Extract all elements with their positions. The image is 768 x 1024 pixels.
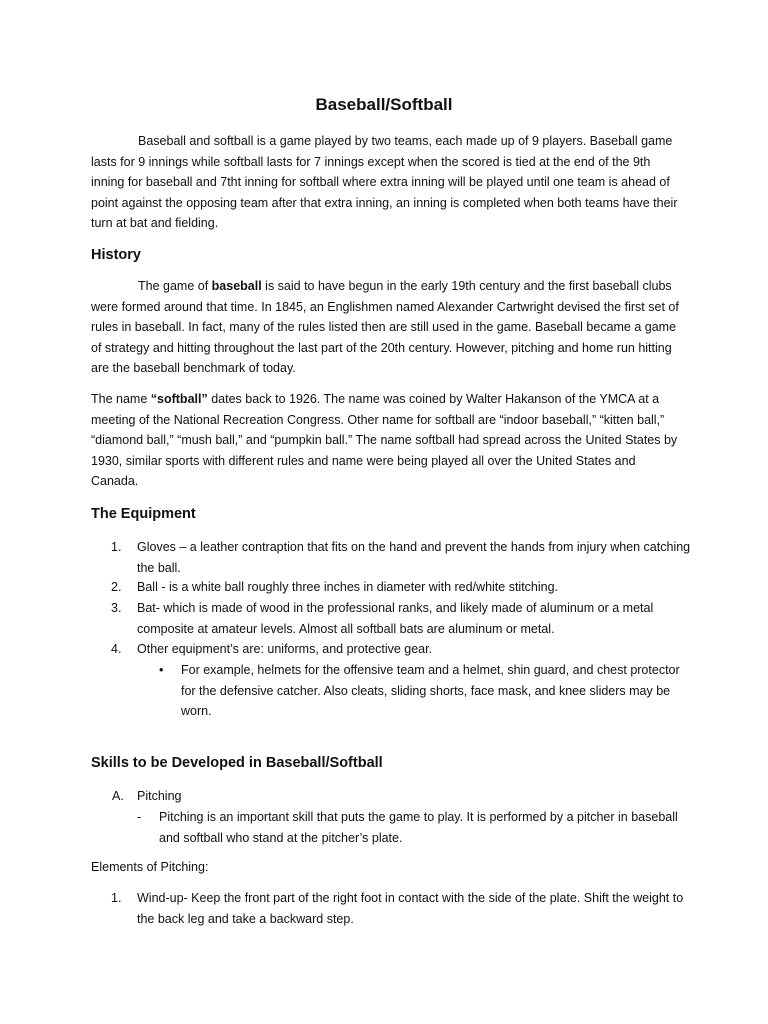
history-paragraph-2 [91, 389, 686, 492]
list-text: Gloves – a leather contraption that fits on the hand and prevent the hands from injury when catching the ball. [137, 540, 691, 575]
history-p1-post: is said to have begun in the early 19th century and the first baseball clubs were formed around that time. In 1845, an Englishmen named Alexander Cartwright devised the first set of rules in baseball. In fact, many of the rules listed then are still used in the game. Baseball became a game of strategy and hitting throughout the last part of the 20th century. However, pitching and home run hitting are the baseball benchmark of today. [91, 279, 679, 375]
history-p1-bold: baseball [211, 279, 262, 293]
list-number: 1. [111, 891, 122, 905]
list-letter: A. [112, 789, 124, 803]
history-heading: History [91, 247, 141, 263]
list-number: 3. [111, 601, 122, 615]
page-title: Baseball/Softball [315, 95, 453, 114]
skills-heading: Skills to be Developed in Baseball/Softball [91, 755, 383, 771]
list-text: Wind-up- Keep the front part of the right foot in contact with the side of the plate. Shift the weight to the back leg and take a backward step. [137, 891, 684, 926]
elements-heading: Elements of Pitching: [91, 860, 209, 874]
bullet-icon: • [159, 663, 164, 677]
list-text: Ball - is a white ball roughly three inches in diameter with red/white stitching. [137, 580, 559, 594]
history-p2-pre: The name [91, 392, 151, 406]
equipment-heading: The Equipment [91, 506, 196, 522]
list-text: Pitching [137, 789, 182, 803]
dash-marker: - [137, 810, 142, 824]
pitching-description: Pitching is an important skill that puts the game to play. It is performed by a pitcher in baseball and softball who stand at the pitcher’s plate. [159, 810, 678, 845]
intro-paragraph: Baseball and softball is a game played by two teams, each made up of 9 players. Baseball game lasts for 9 innings while softball lasts for 7 innings except when the scored is tied at the end of the 9th inning for baseball and 7tht inning for softball where extra inning will be played until one team is ahead of point against the opposing team after that extra inning, an inning is completed when both teams have their turn at bat and fielding. [91, 134, 678, 230]
list-number: 1. [111, 540, 122, 554]
history-p2-bold: “softball” [150, 392, 208, 406]
list-number: 2. [111, 580, 122, 594]
history-paragraph-1 [91, 276, 686, 379]
bullet-text: For example, helmets for the offensive team and a helmet, shin guard, and chest protector for the defensive catcher. Also cleats, sliding shorts, face mask, and knee sliders may be worn. [181, 663, 680, 718]
history-p1-pre: The game of [138, 279, 212, 293]
list-text: Other equipment’s are: uniforms, and protective gear. [137, 642, 433, 656]
history-p2-post: dates back to 1926. The name was coined by Walter Hakanson of the YMCA at a meeting of the National Recreation Congress. Other name for softball are “indoor baseball,” “kitten ball,” “diamond ball,” “mush ball,” and “pumpkin ball.” The name softball had spread across the United States by 1930, similar sports with different rules and name were being played all over the United States and Canada. [91, 392, 678, 488]
list-number: 4. [111, 642, 122, 656]
list-text: Bat- which is made of wood in the professional ranks, and likely made of aluminum or a metal composite at amateur levels. Almost all softball bats are aluminum or metal. [137, 601, 654, 636]
